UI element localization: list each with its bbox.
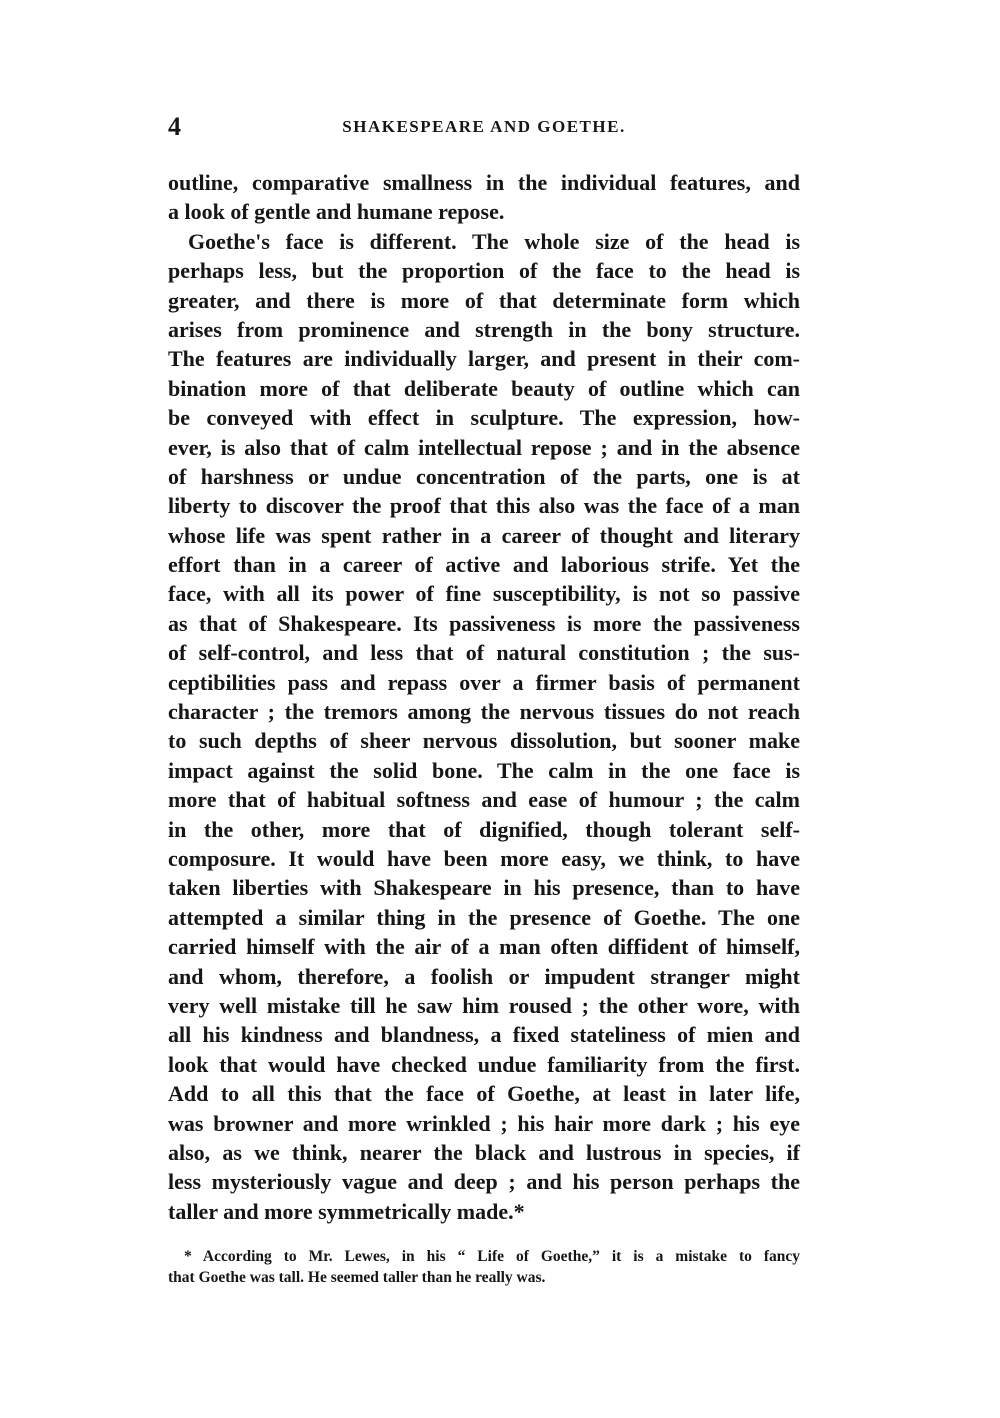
text-line: ever, is also that of calm intellectual repose ; and in the absence (168, 434, 800, 460)
text-line: liberty to discover the proof that this also was the face of a man (168, 493, 800, 519)
text-line: Add to all this that the face of Goethe, at least in later life, (168, 1081, 800, 1107)
page-header (168, 112, 800, 142)
text-line: and whom, therefore, a foolish or impudent stranger might (168, 963, 800, 989)
text-line: of self-control, and less that of natural constitution ; the sus- (168, 640, 800, 666)
page-number: 4 (168, 112, 181, 141)
text-line: less mysteriously vague and deep ; and his person perhaps the (168, 1169, 800, 1195)
text-line: composure. It would have been more easy, we think, to have (168, 845, 800, 871)
text-line: also, as we think, nearer the black and lustrous in species, if (168, 1139, 800, 1165)
text-line: effort than in a career of active and laborious strife. Yet the (168, 552, 800, 578)
text-line: ceptibilities pass and repass over a firmer basis of permanent (168, 669, 800, 695)
text-line: Goethe's face is different. The whole size of the head is (188, 228, 800, 254)
text-line: look that would have checked undue familiarity from the first. (168, 1051, 800, 1077)
text-line: of harshness or undue concentration of the parts, one is at (168, 463, 800, 489)
text-line: outline, comparative smallness in the individual features, and (168, 170, 800, 195)
text-line: all his kindness and blandness, a fixed stateliness of mien and (168, 1022, 800, 1048)
text-line: taller and more symmetrically made.* (168, 1198, 525, 1224)
text-line: impact against the solid bone. The calm in the one face is (168, 757, 800, 783)
text-line: whose life was spent rather in a career of thought and literary (168, 522, 800, 548)
body-text (168, 168, 800, 1226)
footnote (168, 1246, 800, 1288)
text-line: The features are individually larger, and present in their com- (168, 346, 800, 372)
running-title: SHAKESPEARE AND GOETHE. (342, 117, 626, 136)
text-line: as that of Shakespeare. Its passiveness is more the passiveness (168, 610, 800, 636)
text-line: attempted a similar thing in the presence of Goethe. The one (168, 904, 800, 930)
text-line: very well mistake till he saw him roused ; the other wore, with (168, 992, 800, 1018)
text-line: bination more of that deliberate beauty of outline which can (168, 375, 800, 401)
text-line: in the other, more that of dignified, though tolerant self- (168, 816, 800, 842)
footnote-line: that Goethe was tall. He seemed taller than he really was. (168, 1269, 546, 1286)
text-line: a look of gentle and humane repose. (168, 199, 505, 225)
text-line: was browner and more wrinkled ; his hair more dark ; his eye (168, 1110, 800, 1136)
text-line: character ; the tremors among the nervous tissues do not reach (168, 699, 800, 725)
text-line: to such depths of sheer nervous dissolution, but sooner make (168, 728, 800, 754)
text-line: taken liberties with Shakespeare in his presence, than to have (168, 875, 800, 901)
text-line: carried himself with the air of a man often diffident of himself, (168, 934, 800, 960)
text-line: more that of habitual softness and ease of humour ; the calm (168, 787, 800, 813)
text-line: be conveyed with effect in sculpture. The expression, how- (168, 405, 800, 431)
text-line: greater, and there is more of that determinate form which (168, 287, 800, 313)
text-line: arises from prominence and strength in the bony structure. (168, 316, 800, 342)
footnote-line: * According to Mr. Lewes, in his “ Life of Goethe,” it is a mistake to fancy (184, 1248, 800, 1265)
text-line: face, with all its power of fine susceptibility, is not so passive (168, 581, 800, 607)
text-line: perhaps less, but the proportion of the face to the head is (168, 258, 800, 284)
